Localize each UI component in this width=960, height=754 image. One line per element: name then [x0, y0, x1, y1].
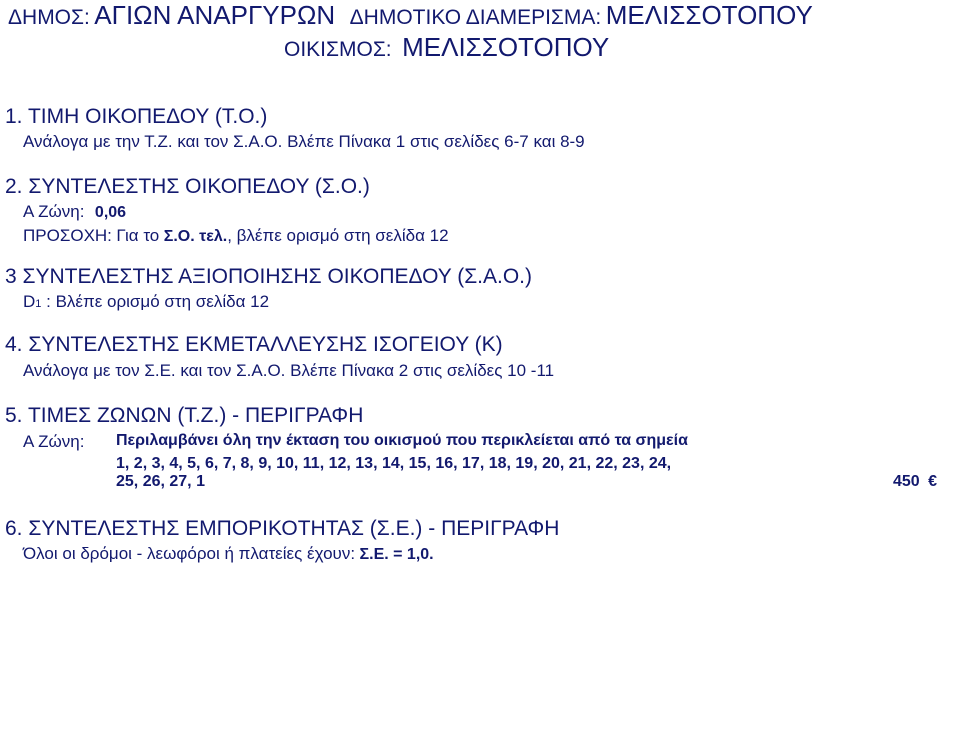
d-subscript: 1: [35, 298, 42, 310]
section-1-title: 1. ΤΙΜΗ ΟΙΚΟΠΕΔΟΥ (Τ.Ο.): [5, 105, 268, 128]
note-text-b: , βλέπε ορισμό στη σελίδα 12: [227, 226, 449, 245]
section-5-title: 5. ΤΙΜΕΣ ΖΩΝΩΝ (Τ.Ζ.) - ΠΕΡΙΓΡΑΦΗ: [5, 404, 364, 427]
dimos-value: ΑΓΙΩΝ ΑΝΑΡΓΥΡΩΝ: [94, 0, 336, 30]
section-1-text: Ανάλογα με την Τ.Ζ. και τον Σ.Α.Ο. Βλέπε Πίνακα 1 στις σελίδες 6-7 και 8-9: [23, 132, 585, 151]
zone-value: 0,06: [94, 204, 127, 221]
zone-label: Α Ζώνη:: [23, 202, 85, 221]
section-3-title: 3 ΣΥΝΤΕΛΕΣΤΗΣ ΑΞΙΟΠΟΙΗΣΗΣ ΟΙΚΟΠΕΔΟΥ (Σ.Α.Ο.): [5, 265, 533, 288]
note-label: ΠΡΟΣΟΧΗ:: [23, 226, 112, 245]
oikismos-label: ΟΙΚΙΣΜΟΣ:: [284, 38, 392, 61]
section-5-desc-line3: 25, 26, 27, 1: [116, 473, 205, 490]
diamerisma-label: ΔΗΜΟΤΙΚΟ ΔΙΑΜΕΡΙΣΜΑ:: [349, 6, 602, 29]
section-4-title: 4. ΣΥΝΤΕΛΕΣΤΗΣ ΕΚΜΕΤΑΛΛΕΥΣΗΣ ΙΣΟΓΕΙΟΥ (Κ): [5, 333, 503, 356]
section-5-zone-label: Α Ζώνη:: [23, 432, 85, 451]
section-5-desc-line1: Περιλαμβάνει όλη την έκταση του οικισμού που περικλείεται από τα σημεία: [116, 432, 688, 449]
euro-icon: €: [928, 473, 938, 490]
diamerisma-value: ΜΕΛΙΣΣΟΤΟΠΟΥ: [605, 0, 813, 30]
section-5-price: [893, 474, 937, 490]
header-oikismos-line: [284, 34, 609, 60]
section-2-title: 2. ΣΥΝΤΕΛΕΣΤΗΣ ΟΙΚΟΠΕΔΟΥ (Σ.Ο.): [5, 175, 370, 198]
section-2-zone: [23, 203, 126, 221]
d-label: D: [23, 292, 36, 311]
section-6-text-a: Όλοι οι δρόμοι - λεωφόροι ή πλατείες έχουν:: [23, 544, 356, 563]
price-value: 450: [893, 473, 920, 490]
section-6-title: 6. ΣΥΝΤΕΛΕΣΤΗΣ ΕΜΠΟΡΙΚΟΤΗΤΑΣ (Σ.Ε.) - ΠΕΡΙΓΡΑΦΗ: [5, 517, 560, 540]
section-6-text-bold: Σ.Ε. = 1,0.: [359, 546, 434, 563]
d-text: : Βλέπε ορισμό στη σελίδα 12: [41, 292, 270, 311]
section-2-note: [23, 227, 449, 245]
oikismos-value: ΜΕΛΙΣΣΟΤΟΠΟΥ: [402, 32, 610, 62]
section-3-text: [23, 293, 269, 310]
dimos-label: ΔΗΜΟΣ:: [8, 6, 90, 29]
section-4-text: Ανάλογα με τον Σ.Ε. και τον Σ.Α.Ο. Βλέπε Πίνακα 2 στις σελίδες 10 -11: [23, 361, 555, 380]
section-6-text: [23, 545, 434, 563]
note-bold: Σ.Ο. τελ.: [163, 228, 228, 245]
header-dimos-line: [8, 2, 813, 28]
section-5-desc-line2: 1, 2, 3, 4, 5, 6, 7, 8, 9, 10, 11, 12, 13, 14, 15, 16, 17, 18, 19, 20, 21, 22, 23, 24,: [116, 455, 672, 472]
note-text-a: Για το: [116, 226, 160, 245]
